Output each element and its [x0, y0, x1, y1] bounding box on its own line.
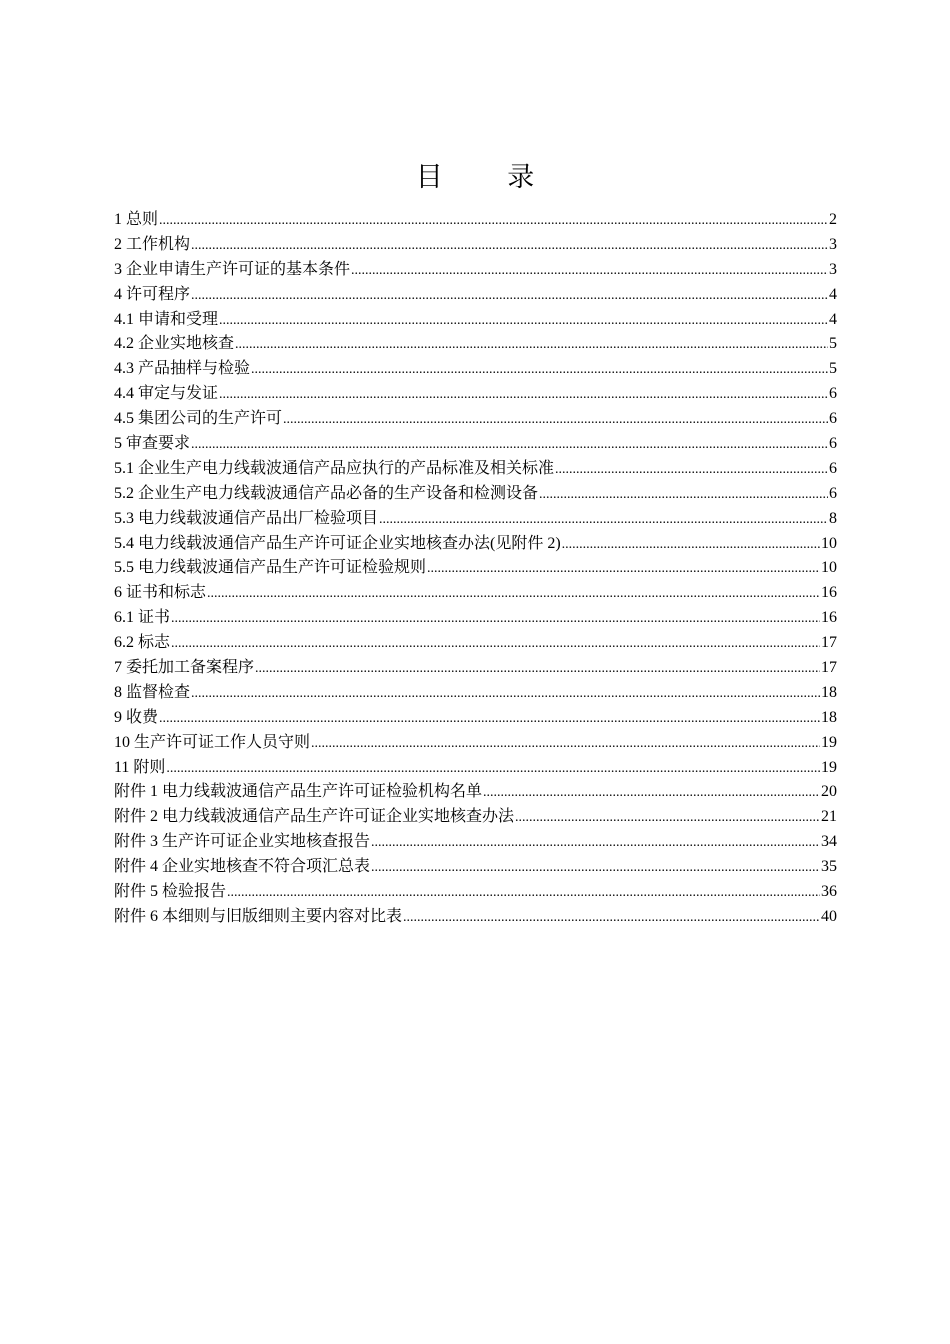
- toc-entry-page-number: 18: [821, 708, 837, 726]
- toc-entry-page-number: 21: [821, 808, 837, 826]
- toc-entry-label: 附件 6 本细则与旧版细则主要内容对比表: [114, 907, 403, 925]
- toc-dot-leader: [191, 433, 828, 458]
- toc-entry-label: 附件 2 电力线载波通信产品生产许可证企业实地核查办法: [114, 808, 515, 826]
- toc-entry-label: 4 许可程序: [114, 285, 191, 303]
- toc-entry[interactable]: [114, 656, 837, 681]
- toc-entry-label: 5.1 企业生产电力线载波通信产品应执行的产品标准及相关标准: [114, 459, 555, 477]
- toc-entry-label: 附件 3 生产许可证企业实地核查报告: [114, 833, 371, 851]
- toc-dot-leader: [311, 732, 820, 757]
- toc-entry[interactable]: [114, 780, 837, 805]
- toc-entry-page-number: 40: [821, 907, 837, 925]
- toc-entry[interactable]: [114, 432, 837, 457]
- toc-dot-leader: [219, 309, 828, 334]
- toc-entry-page-number: 3: [829, 260, 837, 278]
- toc-entry-label: 5.2 企业生产电力线载波通信产品必备的生产设备和检测设备: [114, 484, 539, 502]
- toc-entry-label: 6.2 标志: [114, 634, 171, 652]
- toc-entry[interactable]: [114, 308, 837, 333]
- toc-entry[interactable]: [114, 681, 837, 706]
- toc-entry[interactable]: [114, 233, 837, 258]
- toc-entry[interactable]: [114, 208, 837, 233]
- toc-dot-leader: [159, 209, 828, 234]
- toc-entry-page-number: 20: [821, 783, 837, 801]
- toc-entry-page-number: 5: [829, 360, 837, 378]
- toc-entry-page-number: 6: [829, 459, 837, 477]
- toc-entry-label: 7 委托加工备案程序: [114, 659, 255, 677]
- toc-entry-page-number: 6: [829, 484, 837, 502]
- table-of-contents: [114, 208, 837, 930]
- toc-entry-label: 4.4 审定与发证: [114, 385, 219, 403]
- toc-dot-leader: [351, 259, 828, 284]
- toc-entry[interactable]: [114, 606, 837, 631]
- toc-entry[interactable]: [114, 880, 837, 905]
- toc-entry[interactable]: [114, 482, 837, 507]
- toc-entry-label: 3 企业申请生产许可证的基本条件: [114, 260, 351, 278]
- toc-entry-page-number: 10: [821, 534, 837, 552]
- toc-entry-page-number: 16: [821, 584, 837, 602]
- toc-dot-leader: [371, 856, 820, 881]
- toc-entry-label: 附件 5 检验报告: [114, 883, 227, 901]
- toc-dot-leader: [403, 906, 820, 931]
- toc-entry[interactable]: [114, 631, 837, 656]
- toc-dot-leader: [219, 383, 828, 408]
- toc-dot-leader: [283, 408, 828, 433]
- toc-dot-leader: [207, 582, 820, 607]
- toc-entry-label: 2 工作机构: [114, 235, 191, 253]
- toc-entry[interactable]: [114, 357, 837, 382]
- toc-dot-leader: [227, 881, 820, 906]
- toc-dot-leader: [171, 607, 820, 632]
- toc-entry[interactable]: [114, 805, 837, 830]
- toc-entry[interactable]: [114, 830, 837, 855]
- toc-entry[interactable]: [114, 332, 837, 357]
- toc-entry-page-number: 19: [821, 733, 837, 751]
- toc-entry[interactable]: [114, 581, 837, 606]
- toc-entry-page-number: 5: [829, 335, 837, 353]
- toc-entry[interactable]: [114, 258, 837, 283]
- toc-entry-label: 附件 1 电力线载波通信产品生产许可证检验机构名单: [114, 783, 483, 801]
- toc-entry-page-number: 8: [829, 509, 837, 527]
- toc-entry-label: 6 证书和标志: [114, 584, 207, 602]
- toc-entry-page-number: 4: [829, 310, 837, 328]
- toc-entry[interactable]: [114, 407, 837, 432]
- toc-entry[interactable]: [114, 556, 837, 581]
- toc-entry-label: 10 生产许可证工作人员守则: [114, 733, 311, 751]
- toc-entry[interactable]: [114, 731, 837, 756]
- toc-dot-leader: [191, 682, 820, 707]
- toc-dot-leader: [483, 781, 820, 806]
- toc-entry-page-number: 4: [829, 285, 837, 303]
- toc-dot-leader: [191, 284, 828, 309]
- toc-entry[interactable]: [114, 706, 837, 731]
- toc-entry-label: 5.3 电力线载波通信产品出厂检验项目: [114, 509, 379, 527]
- toc-dot-leader: [371, 831, 820, 856]
- toc-entry-page-number: 17: [821, 634, 837, 652]
- toc-dot-leader: [166, 757, 820, 782]
- toc-dot-leader: [171, 632, 820, 657]
- toc-title: 目 录: [415, 162, 563, 193]
- toc-dot-leader: [191, 234, 828, 259]
- toc-entry-label: 9 收费: [114, 708, 159, 726]
- toc-dot-leader: [235, 333, 828, 358]
- toc-entry[interactable]: [114, 905, 837, 930]
- toc-entry[interactable]: [114, 855, 837, 880]
- toc-dot-leader: [515, 806, 820, 831]
- toc-entry-page-number: 34: [821, 833, 837, 851]
- toc-entry[interactable]: [114, 532, 837, 557]
- toc-entry-label: 4.5 集团公司的生产许可: [114, 410, 283, 428]
- toc-entry-page-number: 6: [829, 385, 837, 403]
- toc-entry-label: 1 总则: [114, 211, 159, 228]
- toc-entry-label: 6.1 证书: [114, 609, 171, 627]
- toc-entry-label: 8 监督检查: [114, 683, 191, 701]
- toc-entry[interactable]: [114, 283, 837, 308]
- toc-entry[interactable]: [114, 507, 837, 532]
- toc-entry-page-number: 6: [829, 410, 837, 428]
- toc-entry-label: 5.4 电力线载波通信产品生产许可证企业实地核查办法(见附件 2): [114, 534, 561, 552]
- toc-entry[interactable]: [114, 382, 837, 407]
- toc-entry[interactable]: [114, 457, 837, 482]
- toc-dot-leader: [251, 358, 828, 383]
- toc-entry-label: 5 审查要求: [114, 435, 191, 453]
- toc-entry-page-number: 16: [821, 609, 837, 627]
- toc-entry-label: 4.1 申请和受理: [114, 310, 219, 328]
- toc-dot-leader: [379, 508, 828, 533]
- toc-entry-label: 11 附则: [114, 758, 166, 776]
- toc-entry-label: 4.3 产品抽样与检验: [114, 360, 251, 378]
- toc-entry-label: 4.2 企业实地核查: [114, 335, 235, 353]
- toc-entry-page-number: 10: [821, 559, 837, 577]
- toc-entry-page-number: 6: [829, 435, 837, 453]
- toc-dot-leader: [427, 557, 820, 582]
- toc-entry-page-number: 17: [821, 659, 837, 677]
- toc-entry-page-number: 35: [821, 858, 837, 876]
- toc-entry-page-number: 3: [829, 235, 837, 253]
- toc-dot-leader: [255, 657, 820, 682]
- toc-dot-leader: [562, 533, 820, 558]
- toc-entry-page-number: 19: [821, 758, 837, 776]
- toc-entry-page-number: 2: [829, 211, 837, 228]
- toc-entry-label: 5.5 电力线载波通信产品生产许可证检验规则: [114, 559, 427, 577]
- toc-entry-page-number: 18: [821, 683, 837, 701]
- toc-entry-page-number: 36: [821, 883, 837, 901]
- toc-entry-label: 附件 4 企业实地核查不符合项汇总表: [114, 858, 371, 876]
- toc-dot-leader: [555, 458, 828, 483]
- toc-dot-leader: [159, 707, 820, 732]
- toc-dot-leader: [539, 483, 828, 508]
- toc-entry[interactable]: [114, 756, 837, 781]
